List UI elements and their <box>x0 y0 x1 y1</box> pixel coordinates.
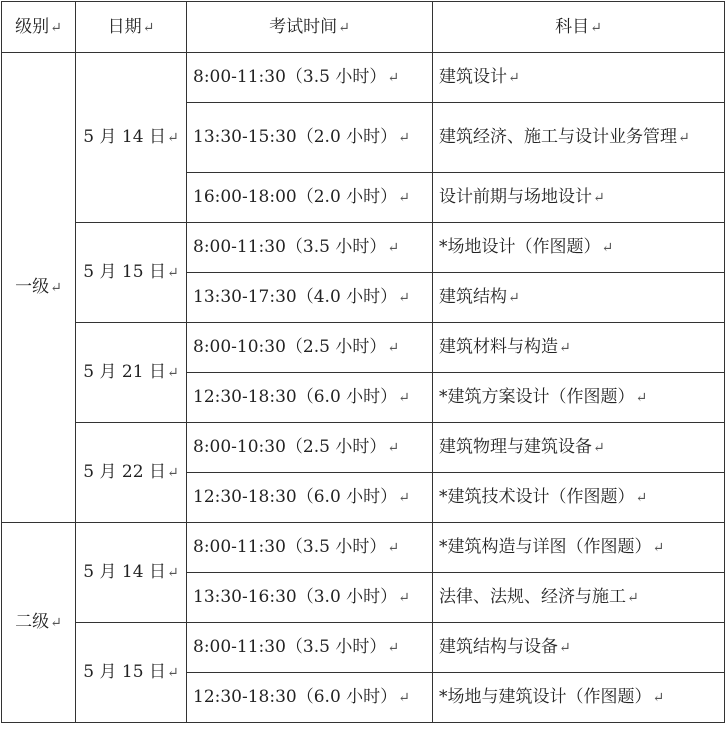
subject-cell: *建筑技术设计（作图题）↵ <box>433 473 725 523</box>
level-cell: 二级↵ <box>2 523 76 723</box>
header-subject: 科目↵ <box>433 2 725 53</box>
table-row <box>2 423 725 473</box>
subject-cell: 建筑结构↵ <box>433 273 725 323</box>
header-level: 级别↵ <box>2 2 76 53</box>
time-cell: 12:30-18:30（6.0 小时）↵ <box>187 373 433 423</box>
subject-cell: *建筑方案设计（作图题）↵ <box>433 373 725 423</box>
table-row <box>2 523 725 573</box>
subject-cell: 建筑经济、施工与设计业务管理↵ <box>433 103 725 173</box>
subject-cell: *场地设计（作图题）↵ <box>433 223 725 273</box>
subject-cell: 法律、法规、经济与施工↵ <box>433 573 725 623</box>
table-row <box>2 623 725 673</box>
subject-cell: *场地与建筑设计（作图题）↵ <box>433 673 725 723</box>
subject-cell: 建筑物理与建筑设备↵ <box>433 423 725 473</box>
date-cell: 5 月 14 日↵ <box>76 523 187 623</box>
subject-cell: 设计前期与场地设计↵ <box>433 173 725 223</box>
time-cell: 8:00-11:30（3.5 小时）↵ <box>187 53 433 103</box>
table-row <box>2 223 725 273</box>
date-cell: 5 月 15 日↵ <box>76 623 187 723</box>
time-cell: 13:30-16:30（3.0 小时）↵ <box>187 573 433 623</box>
date-cell: 5 月 22 日↵ <box>76 423 187 523</box>
date-cell: 5 月 21 日↵ <box>76 323 187 423</box>
time-cell: 8:00-11:30（3.5 小时）↵ <box>187 223 433 273</box>
header-date: 日期↵ <box>76 2 187 53</box>
time-cell: 12:30-18:30（6.0 小时）↵ <box>187 673 433 723</box>
table-row <box>2 323 725 373</box>
time-cell: 13:30-15:30（2.0 小时）↵ <box>187 103 433 173</box>
time-cell: 13:30-17:30（4.0 小时）↵ <box>187 273 433 323</box>
subject-cell: 建筑材料与构造↵ <box>433 323 725 373</box>
subject-cell: 建筑设计↵ <box>433 53 725 103</box>
time-cell: 8:00-10:30（2.5 小时）↵ <box>187 323 433 373</box>
table-row <box>2 53 725 103</box>
header-time: 考试时间↵ <box>187 2 433 53</box>
date-cell: 5 月 14 日↵ <box>76 53 187 223</box>
subject-cell: *建筑构造与详图（作图题）↵ <box>433 523 725 573</box>
subject-cell: 建筑结构与设备↵ <box>433 623 725 673</box>
time-cell: 8:00-11:30（3.5 小时）↵ <box>187 623 433 673</box>
level-cell: 一级↵ <box>2 53 76 523</box>
date-cell: 5 月 15 日↵ <box>76 223 187 323</box>
header-row <box>2 2 725 53</box>
time-cell: 8:00-10:30（2.5 小时）↵ <box>187 423 433 473</box>
time-cell: 16:00-18:00（2.0 小时）↵ <box>187 173 433 223</box>
time-cell: 8:00-11:30（3.5 小时）↵ <box>187 523 433 573</box>
time-cell: 12:30-18:30（6.0 小时）↵ <box>187 473 433 523</box>
exam-schedule-table <box>1 1 725 723</box>
